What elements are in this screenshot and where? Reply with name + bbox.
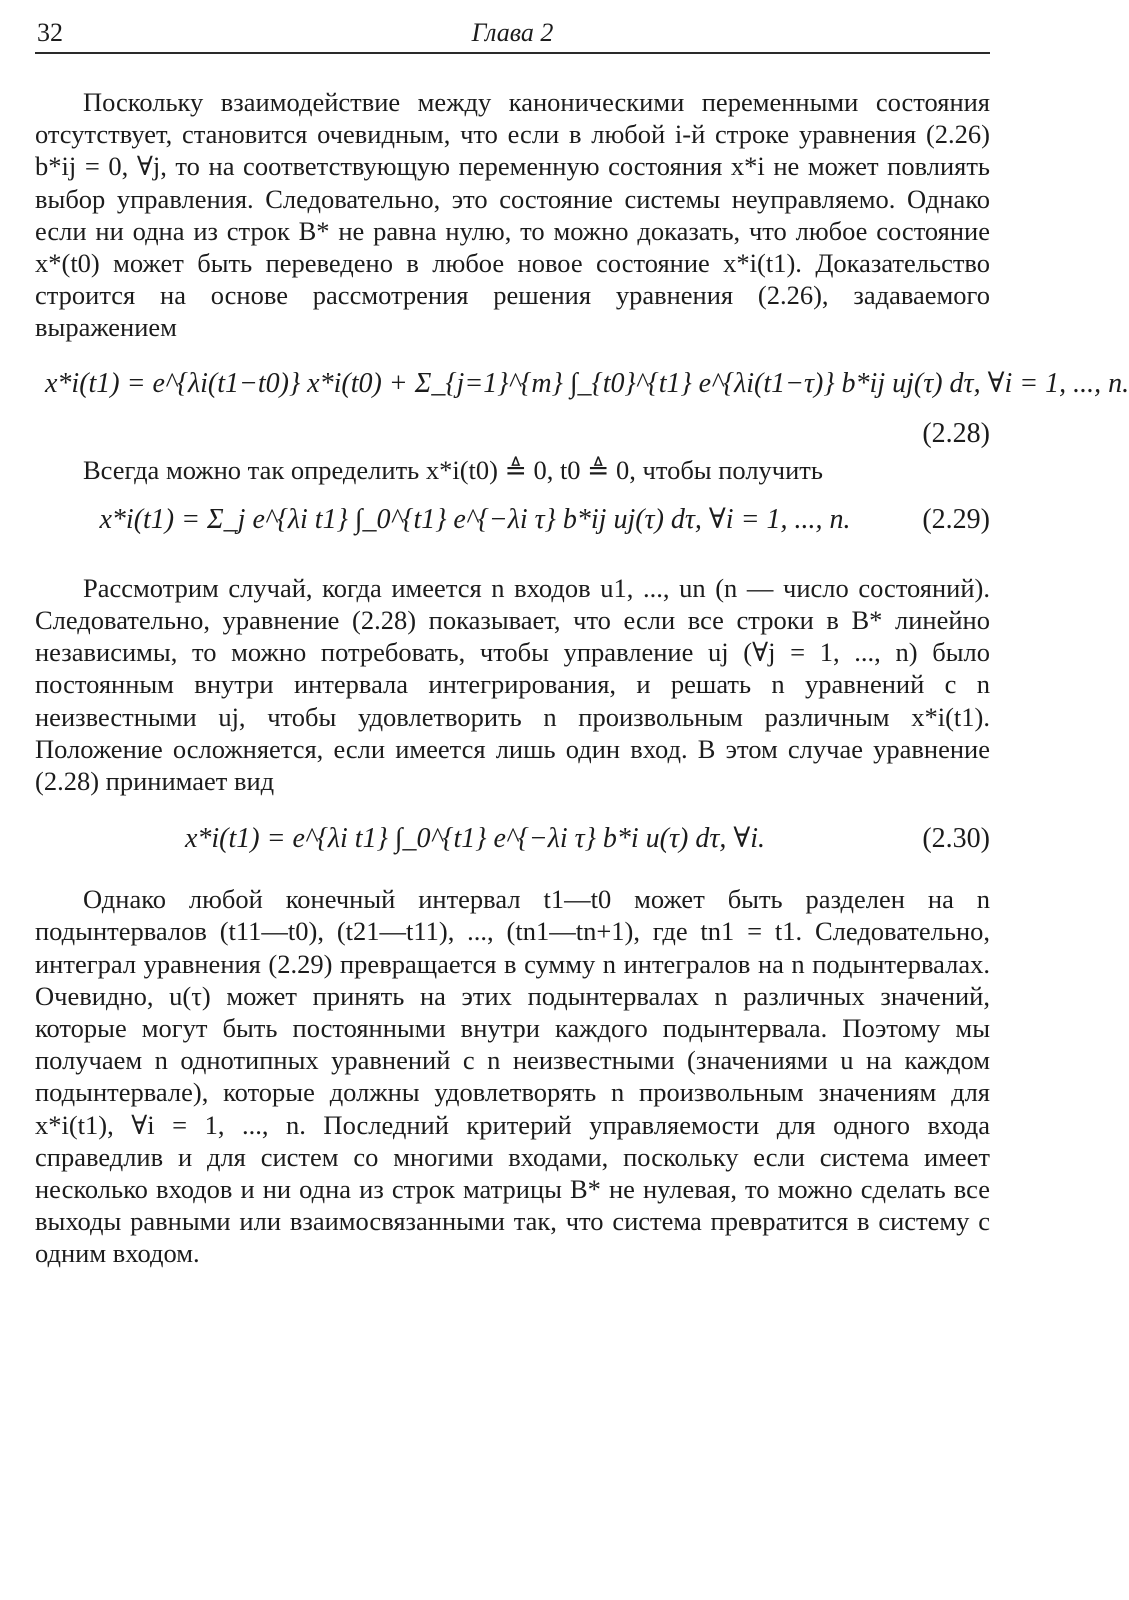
equation-2-28 (35, 344, 1129, 454)
equation-number: (2.29) (922, 503, 990, 535)
equation-2-29 (35, 486, 990, 572)
paragraph-3: Рассмотрим случай, когда имеется n входов u1, ..., un (n — число состояний). Следовательно, уравнение (2.28) показывает, что если все строки в B* линейно независимы, то можно потребовать, чтобы управление uj (∀j = 1, ..., n) было постоянным внутри интервала интегрирования, и решать n уравнений с n неизвестными uj, чтобы удовлетворить n произвольным различным x*i(t1). Положение осложняется, если имеется лишь один вход. В этом случае уравнение (2.28) принимает вид (35, 572, 990, 797)
page-body (35, 86, 1129, 1270)
equation-formula: x*i(t1) = e^{λi t1} ∫_0^{t1} e^{−λi τ} b*i u(τ) dτ, ∀i. (184, 823, 766, 855)
equation-formula: x*i(t1) = Σ_j e^{λi t1} ∫_0^{t1} e^{−λi τ} b*ij uj(τ) dτ, ∀i = 1, ..., n. (99, 503, 851, 535)
equation-number: (2.30) (922, 823, 990, 855)
chapter-title: Глава 2 (471, 18, 554, 47)
page-header (35, 12, 990, 54)
equation-number: (2.28) (922, 417, 990, 449)
equation-2-30 (35, 797, 990, 883)
paragraph-2: Всегда можно так определить x*i(t0) ≜ 0, t0 ≜ 0, чтобы получить (83, 454, 823, 485)
paragraph-1: Поскольку взаимодействие между каноническими переменными состояния отсутствует, становится очевидным, что если в любой i-й строке уравнения (2.26) b*ij = 0, ∀j, то на соответствующую переменную состояния x*i не может повлиять выбор управления. Следовательно, это состояние системы неуправляемо. Однако если ни одна из строк B* не равна нулю, то можно доказать, что любое состояние x*(t0) может быть переведено в любое новое состояние x*i(t1). Доказательство строится на основе рассмотрения решения уравнения (2.26), задаваемого выражением (35, 87, 990, 343)
page-number: 32 (37, 18, 63, 47)
equation-formula: x*i(t1) = e^{λi(t1−t0)} x*i(t0) + Σ_{j=1}^{m} ∫_{t0}^{t1} e^{λi(t1−τ)} b*ij uj(τ) dτ, ∀i = 1, ..., n. (45, 367, 1129, 399)
paragraph-4: Однако любой конечный интервал t1—t0 может быть разделен на n подынтервалов (t11—t0), (t21—t11), ..., (tn1—tn+1), где tn1 = t1. Следовательно, интеграл уравнения (2.29) превращается в сумму n интегралов на n подынтервалах. Очевидно, u(τ) может принять на этих подынтервалах n различных значений, которые могут быть постоянными внутри каждого подынтервала. Поэтому мы получаем n однотипных уравнений с n неизвестными (значениями u на каждом подынтервале), которые должны удовлетворять n произвольным значениям для x*i(t1), ∀i = 1, ..., n. Последний критерий управляемости для одного входа справедлив и для систем со многими входами, поскольку если система имеет несколько входов и ни одна из строк матрицы B* не нулевая, то можно сделать все выходы равными или взаимосвязанными так, что система превратится в систему с одним входом. (35, 884, 990, 1269)
